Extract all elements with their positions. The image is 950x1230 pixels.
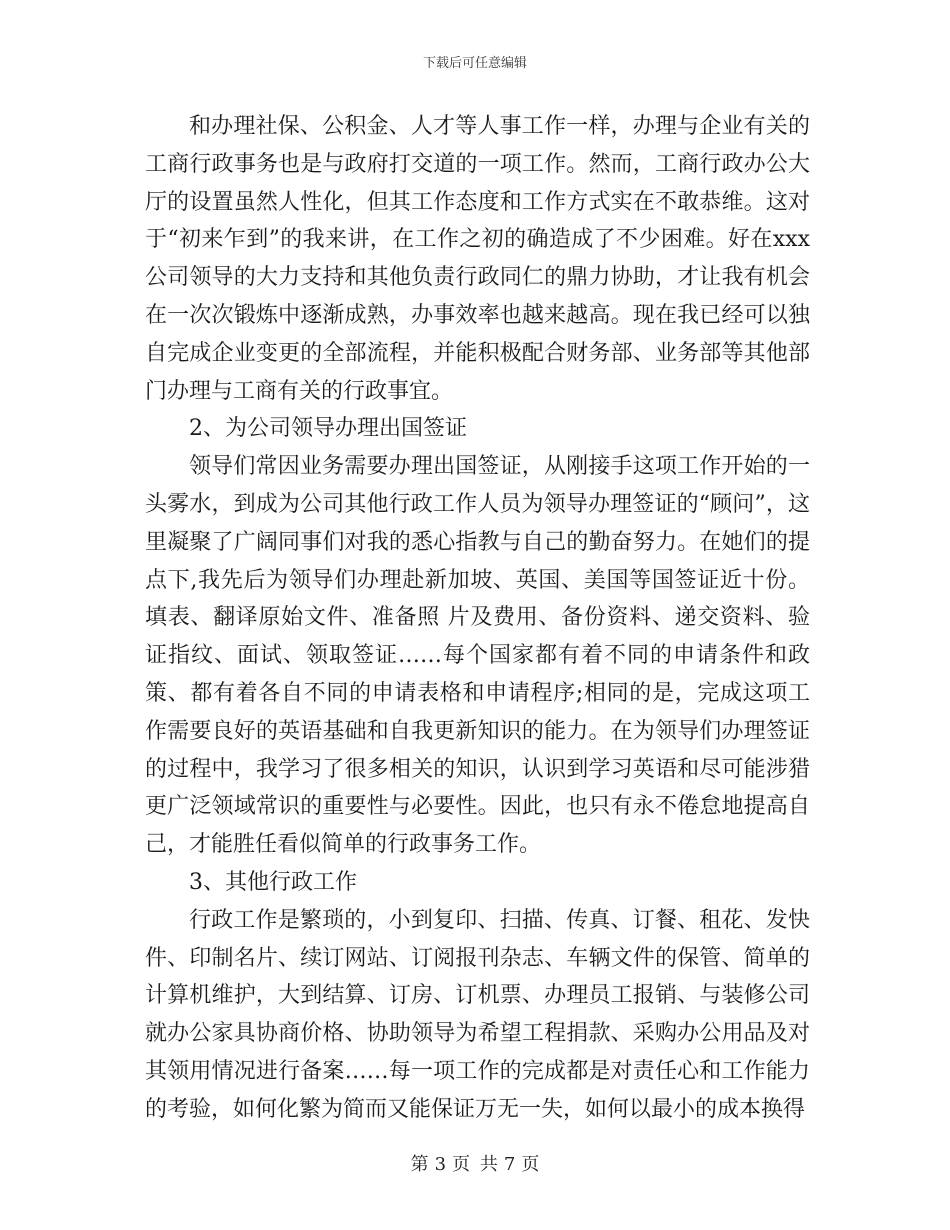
body-paragraph: 行政工作是繁琐的，小到复印、扫描、传真、订餐、租花、发快件、印制名片、续订网站、订阅报刊杂志、车辆文件的保管、简单的计算机维护，大到结算、订房、订机票、办理员工报销、与装修公司就办公家具协商价格、协助领导为希望工程捐款、采购办公用品及对其领用情况进行备案……每一项工作的完成都是对责任心和工作能力的考验，如何化繁为简而又能保证万无一失，如何以最小的成本换得 <box>145 907 810 1122</box>
current-page-number: 3 <box>434 1154 447 1175</box>
footer-prefix: 第 <box>410 1154 429 1175</box>
document-body <box>145 108 810 1129</box>
body-paragraph: 和办理社保、公积金、人才等人事工作一样，办理与企业有关的工商行政事务也是与政府打交道的一项工作。然而，工商行政办公大厅的设置虽然人性化，但其工作态度和工作方式实在不敢恭维。这对于“初来乍到”的我来讲，在工作之初的确造成了不少困难。好在xxx公司领导的大力支持和其他负责行政同仁的鼎力协助，才让我有机会在一次次锻炼中逐渐成熟，办事效率也越来越高。现在我已经可以独自完成企业变更的全部流程，并能积极配合财务部、业务部等其他部门办理与工商有关的行政事宜。 <box>145 114 810 404</box>
footer-suffix: 页 <box>521 1154 540 1175</box>
section-heading: 2、为公司领导办理出国签证 <box>189 416 467 442</box>
body-paragraph: 领导们常因业务需要办理出国签证，从刚接手这项工作开始的一头雾水，到成为公司其他行政工作人员为领导办理签证的“顾问”，这里凝聚了广阔同事们对我的悉心指教与自己的勤奋努力。在她们的提点下,我先后为领导们办理赴新加坡、英国、美国等国签证近十份。填表、翻译原始文件、准备照 片及费用、备份资料、递交资料、验证指纹、面试、领取签证……每个国家都有着不同的申请条件和政策、都有着各自不同的申请表格和申请程序;相同的是，完成这项工作需要良好的英语基础和自我更新知识的能力。在为领导们办理签证的过程中，我学习了很多相关的知识，认识到学习英语和尽可能涉猎更广泛领域常识的重要性与必要性。因此，也只有永不倦怠地提高自己，才能胜任看似简单的行政事务工作。 <box>145 454 810 858</box>
total-page-count: 7 <box>503 1154 516 1175</box>
section-heading: 3、其他行政工作 <box>189 869 357 895</box>
footer-middle: 页 共 <box>452 1154 498 1175</box>
page-footer <box>0 1150 950 1176</box>
page-header: 下载后可任意编辑 <box>422 56 527 71</box>
